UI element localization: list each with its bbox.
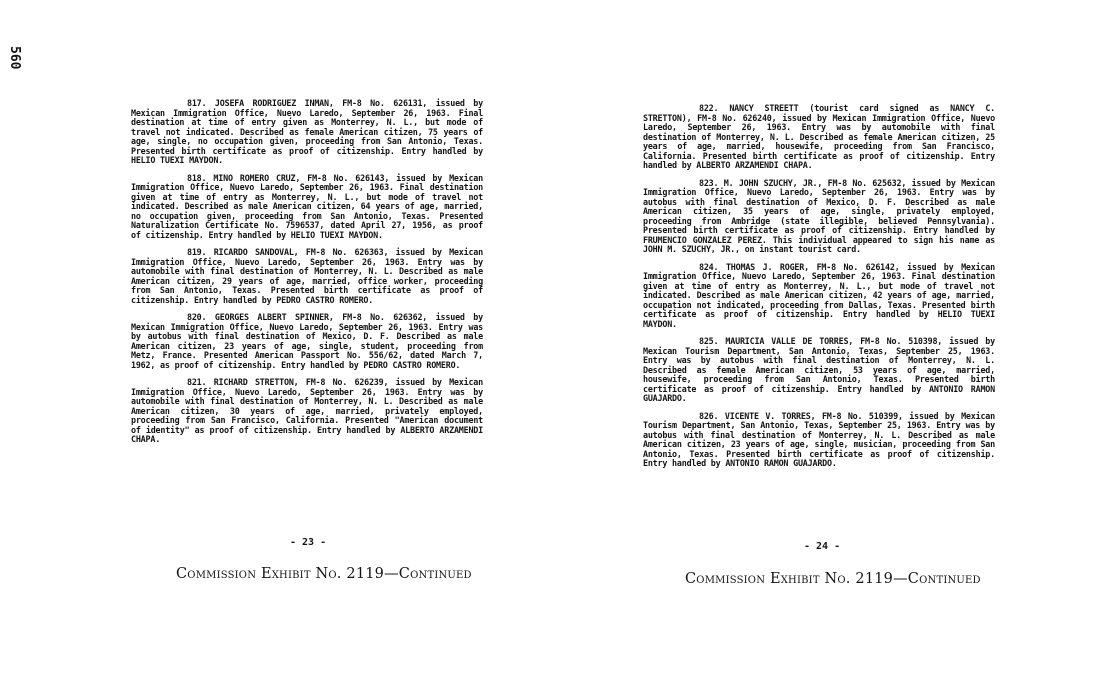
exhibit-entry-822: 822. NANCY STREETT (tourist card signed as NANCY C. STRETTON), FM-8 No. 626240, issued by Mexican Immigration Office, Nuevo Laredo, September 26, 1963. Entry was by automobile with final destination of Monterrey, N. L. Described as female American citizen, 25 years of age, married, housewife, proceeding from San Francisco, California. Presented birth certificate as proof of citizenship. Entry handled by ALBERTO ARZAMENDI CHAPA. [643,103,995,170]
exhibit-entry-817: 817. JOSEFA RODRIGUEZ INMAN, FM-8 No. 626131, issued by Mexican Immigration Office, Nuevo Laredo, September 26, 1963. Final destination at time of entry given as Monterrey, N. L., but mode of travel not indicated. Described as female American citizen, 75 years of age, single, no occupation given, proceeding from San Antonio, Texas. Presented birth certificate as proof of citizenship. Entry handled by HELIO TUEXI MAYDON. [131,98,483,165]
exhibit-entry-826: 826. VICENTE V. TORRES, FM-8 No. 510399, issued by Mexican Tourism Department, San Antonio, Texas, September 25, 1963. Entry was by autobus with final destination of Monterrey, N. L. Described as male American citizen, 23 years of age, single, musician, proceeding from San Antonio, Texas. Presented birth certificate as proof of citizenship. Entry handled by ANTONIO RAMON GUAJARDO. [643,410,995,468]
left-page-caption: Commission Exhibit No. 2119—Continued [176,566,472,582]
exhibit-entry-825: 825. MAURICIA VALLE DE TORRES, FM-8 No. 510398, issued by Mexican Tourism Department, San Antonio, Texas, September 25, 1963. Entry was by autobus with final destination of Monterrey, N. L. Described as female American citizen, 53 years of age, married, housewife, proceeding from San Antonio, Texas. Presented birth certificate as proof of citizenship. Entry handled by ANTONIO RAMON GUAJARDO. [643,336,995,403]
exhibit-entry-820: 820. GEORGES ALBERT SPINNER, FM-8 No. 626362, issued by Mexican Immigration Office, Nuevo Laredo, September 26, 1963. Entry was by autobus with final destination of Mexico, D. F. Described as male American citizen, 23 years of age, single, student, proceeding from Metz, France. Presented American Passport No. 556/62, dated March 7, 1962, as proof of citizenship. Entry handled by PEDRO CASTRO ROMERO. [131,312,483,370]
right-page-caption: Commission Exhibit No. 2119—Continued [685,571,981,587]
exhibit-entry-818: 818. MINO ROMERO CRUZ, FM-8 No. 626143, issued by Mexican Immigration Office, Nuevo Laredo, September 26, 1963. Final destination given at time of entry as Monterrey, N. L., but mode of travel not indicated. Described as male American citizen, 64 years of age, married, no occupation given, proceeding from San Antonio, Texas. Presented Naturalization Certificate No. 7596537, dated April 27, 1956, as proof of citizenship. Entry handled by HELIO TUEXI MAYDON. [131,172,483,240]
left-page-number: - 23 - [290,537,327,548]
exhibit-entry-821: 821. RICHARD STRETTON, FM-8 No. 626239, issued by Mexican Immigration Office, Nuevo Laredo, September 26, 1963. Entry was by automobile with final destination of Monterrey, N. L. Described as male American citizen, 30 years of age, married, privately employed, proceeding from San Francisco, California. Presented "American document of identity" as proof of citizenship. Entry handled by ALBERTO ARZAMENDI CHAPA. [131,377,483,444]
left-page-column [131,99,483,453]
exhibit-entry-819: 819. RICARDO SANDOVAL, FM-8 No. 626363, issued by Mexican Immigration Office, Nuevo Laredo, September 26, 1963. Entry was by automobile with final destination of Monterrey, N. L. Described as male American citizen, 29 years of age, married, office worker, proceeding from San Antonio, Texas. Presented birth certificate as proof of citizenship. Entry handled by PEDRO CASTRO ROMERO. [131,247,483,305]
right-page-column [643,104,995,477]
exhibit-entry-824: 824. THOMAS J. ROGER, FM-8 No. 626142, issued by Mexican Immigration Office, Nuevo Laredo, September 26, 1963. Final destination given at time of entry as Monterrey, N. L., but mode of travel not indicated. Described as male American citizen, 42 years of age, married, occupation not indicated, proceeding from Dallas, Texas. Presented birth certificate as proof of citizenship. Entry handled by HELIO TUEXI MAYDON. [643,261,995,329]
right-page-number: - 24 - [804,541,841,552]
exhibit-entry-823: 823. M. JOHN SZUCHY, JR., FM-8 No. 625632, issued by Mexican Immigration Office, Nuevo Laredo, September 26, 1963. Entry was by autobus with final destination of Mexico, D. F. Described as male American citizen, 35 years of age, single, privately employed, proceeding from Ambridge (state illegible, believed Pennsylvania). Presented birth certificate as proof of citizenship. Entry handled by FRUMENCIO GONZALEZ PEREZ. This individual appeared to sign his name as JOHN M. SZUCHY, JR., on instant tourist card. [643,177,995,254]
margin-page-number: 560 [7,46,22,70]
